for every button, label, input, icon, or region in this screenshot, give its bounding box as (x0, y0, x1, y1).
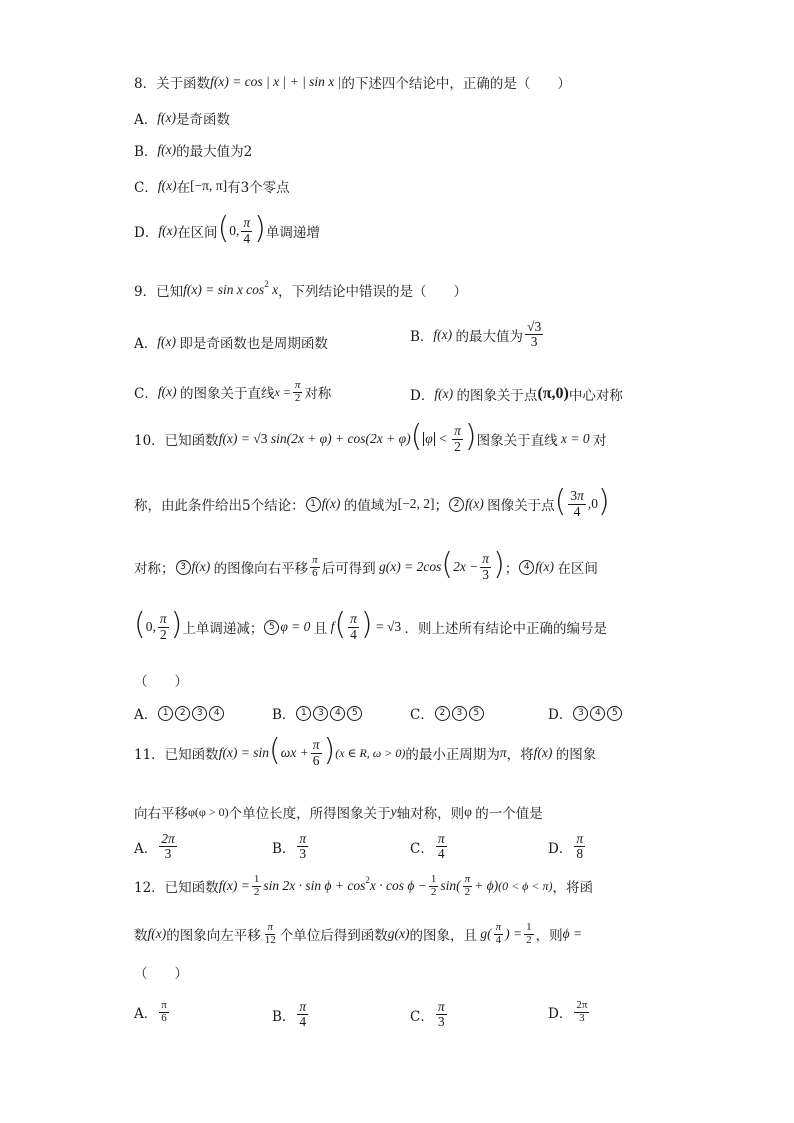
q8-option-a-text: 是奇函数 (175, 112, 230, 128)
q10-line3-text2: 的图像向右平移 (213, 561, 309, 577)
q10-line3 (134, 547, 598, 582)
q12-stem-half1: $\frac{1}{2}$ (253, 873, 260, 898)
q10-line3-text3: 后可得到 (321, 561, 376, 577)
q10-option-a-n3: 3 (192, 706, 207, 721)
q9-option-b-label: B． (410, 328, 434, 345)
q10-paren (134, 670, 188, 690)
q10-line3-func1: f(x) (191, 559, 214, 574)
q10-line3-text4: ； (504, 561, 519, 577)
q8-option-b-text: 的最大值为2 (176, 144, 253, 160)
q12-line2-text3: 个单位后得到函数 (279, 928, 388, 945)
q9-option-c-text2: 对称 (304, 386, 332, 403)
q11-stem-open-paren: ( (269, 733, 281, 768)
q10-line4-text2: 且 (313, 621, 328, 637)
q11-option-a-label: A． (134, 840, 158, 857)
q11-line2 (134, 802, 543, 822)
q12-option-c (410, 1000, 449, 1029)
q8-option-a-math: f(x) (157, 110, 176, 125)
q10-line4-close-paren: ) (170, 607, 183, 642)
q9-option-a (134, 332, 328, 352)
q10-option-c-n2: 3 (452, 706, 467, 721)
q10-stem-line: x = 0 (557, 431, 593, 446)
q10-line4-open-paren: ( (134, 607, 146, 642)
q10-line4-fraction: $\frac{\pi}{2}$ (159, 611, 167, 642)
q12-stem-sin: sin( (440, 878, 461, 894)
q10-line2-range: [−2, 2] (397, 496, 435, 511)
q10-circled-5: 5 (264, 620, 279, 635)
q10-stem-lt: < (435, 431, 451, 446)
q12-line2-half: $\frac{1}{2}$ (526, 921, 532, 946)
q11-stem-text2: ，将 (506, 747, 534, 763)
q10-option-b-n4: 5 (347, 706, 362, 721)
q10-line2-text2: 的值域为 (343, 498, 398, 514)
q10-stem-expr: sin(2x + φ) + cos(2x + φ) (267, 431, 411, 446)
q12-line2-text1: 数 (134, 928, 148, 945)
q10-circled-1: 1 (306, 497, 321, 512)
q10-option-d-n2: 4 (590, 706, 605, 721)
q12-stem-expr2: x · cos ϕ − (369, 878, 427, 894)
q10-line3-arg: 2x − (453, 559, 479, 574)
q8-option-d-text: 单调递增 (265, 225, 320, 241)
q10-line4-text1: 上单调递减； (182, 621, 264, 637)
q10-line2-text3: ； (434, 498, 449, 514)
q9-stem-exponent: 2 (264, 279, 269, 289)
q9-option-b-text: 的最大值为 (455, 328, 524, 345)
q9-option-d-label: D． (410, 388, 435, 404)
q12-option-b-fraction: $\frac{\pi}{4}$ (299, 999, 307, 1030)
q12-line2-text4: 的图象，且 (409, 928, 477, 945)
q11-line2-phi: φ (464, 804, 476, 819)
q11-option-d-fraction: $\frac{\pi}{8}$ (576, 831, 584, 862)
q9-option-c-func: f(x) (157, 384, 180, 400)
q10-option-d-n3: 5 (607, 706, 622, 721)
q12-stem-cond: (0 < ϕ < π) (498, 878, 553, 893)
q10-line3-shift: $\frac{\pi}{6}$ (312, 553, 318, 579)
q9-stem-prefix: 9．已知 (134, 284, 184, 300)
q8-option-a (134, 108, 230, 128)
q12-line2-text2: 的图象向左平移 (166, 928, 261, 945)
q10-line3-open-paren: ( (441, 547, 454, 582)
q8-option-d-math: f(x) (158, 223, 178, 238)
q10-line3-text5: 在区间 (557, 561, 598, 577)
q12-stem-expr1: sin 2x · sin ϕ + cos (263, 878, 366, 894)
q10-line4-f: f (327, 619, 335, 634)
q8-option-d-open-paren: ( (217, 211, 230, 246)
q11-line2-text1: 向右平移 (134, 806, 188, 822)
q12-line2-eq: ) = (505, 926, 523, 942)
q8-stem-prefix: 8．关于函数 (134, 76, 211, 92)
q10-option-b-label: B． (272, 707, 296, 723)
q11-option-c (410, 832, 449, 861)
q10-option-c-label: C． (410, 707, 434, 723)
q10-option-c (410, 703, 485, 723)
q12-option-b (272, 1000, 310, 1029)
q10-line4-value: = √3 (372, 619, 405, 634)
q9-option-b-value: $\frac{√3}{3}$ (527, 319, 542, 350)
q8-option-c-interval: [−π, π] (190, 178, 228, 193)
q10-stem-sqrt3: √3 (253, 431, 268, 446)
q9-option-c-text: 的图象关于直线 (179, 386, 275, 403)
q10-option-a-label: A． (134, 707, 158, 723)
q10-line2-func1: f(x) (321, 496, 344, 511)
q11-stem-cond: (x ∈ R, ω > 0) (335, 745, 406, 760)
q9-option-d-text2: 中心对称 (568, 388, 623, 404)
q10-line4-open-paren2: ( (334, 607, 347, 642)
q10-line3-g: g(x) = 2cos (375, 559, 442, 574)
q11-stem-pi: π (499, 745, 507, 760)
q8-option-c (134, 176, 290, 196)
q10-line4-phi: φ = 0 (280, 619, 314, 634)
q12-line2 (134, 922, 582, 946)
q11-stem-func2: f(x) (533, 745, 556, 760)
q10-stem-abs-right (434, 432, 435, 446)
q8-stem (134, 72, 571, 92)
q12-option-b-label: B． (272, 1008, 296, 1025)
q10-circled-2: 2 (449, 497, 464, 512)
q9-stem (134, 280, 467, 300)
q11-option-a (134, 832, 179, 861)
q8-option-d-zero: 0, (229, 223, 240, 238)
q12-stem-exp: 2 (365, 875, 370, 886)
q9-stem-suffix: ，下列结论中错误的是（ ） (278, 284, 468, 300)
q10-stem-prefix: 10．已知函数 (134, 433, 219, 449)
q12-option-d-label: D． (548, 1006, 573, 1023)
q8-stem-suffix: 的下述四个结论中，正确的是（ ） (341, 76, 571, 92)
q8-option-a-label: A． (134, 112, 158, 128)
q11-option-b-label: B． (272, 840, 296, 857)
q10-line3-close-paren: ) (493, 547, 505, 582)
q12-option-a (134, 1000, 171, 1024)
q8-option-d-label: D． (134, 225, 159, 241)
q11-option-c-label: C． (410, 840, 434, 857)
q10-option-a-n1: 1 (158, 706, 173, 721)
q9-stem-var: x (268, 282, 279, 297)
q9-option-a-text: 即是奇函数也是周期函数 (179, 336, 328, 352)
q9-option-b-func: f(x) (433, 326, 456, 342)
q8-option-c-text: 有3个零点 (227, 180, 290, 196)
q9-option-d-point: (π,0) (537, 385, 569, 402)
q10-line3-func2: f(x) (535, 559, 558, 574)
q12-stem (134, 874, 593, 898)
q10-stem-text1: 图象关于直线 (476, 433, 558, 449)
q10-line2-close-paren: ) (598, 484, 610, 519)
q8-option-c-label: C． (134, 180, 158, 196)
q10-paren-text: （ ） (134, 674, 188, 690)
q8-stem-func: f(x) = cos | x | + | sin x | (210, 74, 342, 89)
q12-stem-phi: + ϕ) (474, 878, 499, 894)
q8-option-b (134, 140, 252, 160)
q9-option-d-func: f(x) (434, 386, 457, 401)
q10-line4 (134, 607, 608, 642)
q9-option-d-text: 的图象关于点 (456, 388, 538, 404)
q10-option-b-n2: 3 (313, 706, 328, 721)
q8-option-c-text-pre: 在 (176, 180, 191, 196)
q10-line4-fraction2: $\frac{\pi}{4}$ (350, 611, 357, 642)
q9-option-c-line: x = (274, 384, 291, 399)
q12-option-c-fraction: $\frac{\pi}{3}$ (437, 999, 445, 1030)
q10-stem (134, 419, 607, 454)
q11-line2-text2: 个单位长度，所得图象关于 (228, 806, 391, 822)
q8-option-c-math: f(x) (157, 178, 177, 193)
q10-line3-fraction: $\frac{\pi}{3}$ (482, 551, 490, 582)
q11-stem-prefix: 11．已知函数 (134, 747, 219, 763)
q11-stem-text1: 的最小正周期为 (405, 747, 500, 763)
q10-option-a-n2: 2 (175, 706, 190, 721)
q11-stem-fraction: $\frac{\pi}{6}$ (312, 737, 320, 768)
q10-option-b (272, 703, 363, 723)
q10-stem-fraction: $\frac{\pi}{2}$ (454, 423, 461, 454)
q12-line2-g: g(x) (387, 926, 410, 942)
q10-line2-text1: 称，由此条件给出5个结论： (134, 498, 305, 514)
q11-option-c-fraction: $\frac{\pi}{4}$ (437, 831, 445, 862)
q12-line2-shift: $\frac{\pi}{12}$ (264, 921, 276, 946)
q10-option-d-n1: 3 (573, 706, 588, 721)
q10-stem-abs-left (423, 432, 424, 446)
q12-line2-text5: ，则 (535, 928, 563, 945)
q11-stem-func: f(x) = sin (218, 745, 270, 760)
q10-option-d (548, 703, 623, 723)
q11-line2-text4: 的一个值是 (475, 806, 543, 822)
q8-option-d-fraction: $\frac{\pi}{4}$ (243, 215, 251, 246)
q12-line2-phi: ϕ = (562, 926, 583, 942)
q11-stem-text3: 的图象 (555, 747, 597, 763)
q11-option-d-label: D． (548, 840, 573, 857)
q12-option-d-fraction: $\frac{2\pi}{3}$ (576, 999, 588, 1024)
q8-option-d-close-paren: ) (254, 211, 266, 246)
q11-line2-text3: 轴对称，则 (396, 806, 465, 822)
q10-line4-close-paren2: ) (360, 607, 373, 642)
q10-option-c-n1: 2 (435, 706, 450, 721)
q11-stem-close-paren: ) (323, 733, 336, 768)
q10-option-c-n3: 5 (469, 706, 484, 721)
q11-line2-axis: y (390, 804, 397, 819)
q10-stem-func: f(x) = (218, 431, 254, 446)
q10-option-a (134, 703, 225, 723)
q11-stem-arg: ωx + (280, 745, 309, 760)
q9-option-c-fraction: $\frac{\pi}{2}$ (294, 379, 301, 404)
q12-option-a-label: A． (134, 1006, 158, 1023)
q12-option-d (548, 1000, 591, 1024)
q11-option-b-fraction: $\frac{\pi}{3}$ (299, 831, 307, 862)
q11-option-d (548, 832, 587, 861)
q10-option-b-n1: 1 (296, 706, 311, 721)
q11-line2-cond: φ(φ > 0) (188, 804, 229, 819)
q12-line2-g2: g( (476, 926, 492, 942)
q10-option-a-n4: 4 (209, 706, 224, 721)
q8-option-d (134, 211, 320, 246)
q9-stem-func: f(x) = sin x cos (183, 282, 265, 297)
q12-line2-f: f(x) (147, 926, 167, 942)
q10-line4-zero: 0, (145, 619, 156, 634)
q12-paren-text: （ ） (134, 966, 188, 982)
q10-stem-text2: 对 (592, 433, 607, 449)
q10-line4-text3: ．则上述所有结论中正确的编号是 (404, 621, 608, 637)
q10-line2-fraction: $\frac{3\pi}{4}$ (570, 488, 584, 519)
q12-paren (134, 962, 188, 982)
q10-circled-4: 4 (519, 560, 534, 575)
q9-option-d (410, 384, 623, 404)
q10-line2-open-paren: ( (554, 484, 567, 519)
q12-stem-half2: $\frac{1}{2}$ (430, 873, 437, 898)
q9-option-c-label: C． (134, 386, 158, 403)
q9-option-c (134, 380, 331, 404)
q11-option-b (272, 832, 310, 861)
q12-stem-prefix: 12．已知函数 (134, 880, 219, 897)
q8-option-d-text-pre: 在区间 (177, 225, 218, 241)
q9-option-a-func: f(x) (157, 334, 180, 349)
q12-stem-func: f(x) = (218, 878, 250, 894)
q10-stem-open-paren: ( (410, 419, 423, 454)
q12-option-a-fraction: $\frac{\pi}{6}$ (161, 999, 167, 1024)
q10-line2 (134, 484, 610, 519)
q10-line2-zero: ,0 (587, 496, 599, 511)
q12-option-c-label: C． (410, 1008, 434, 1025)
q8-option-b-label: B． (134, 144, 158, 160)
q10-stem-phi: φ (425, 431, 433, 446)
q10-line3-text1: 对称； (134, 561, 175, 577)
q9-option-b (410, 320, 545, 349)
q12-stem-text1: ，将函 (552, 880, 593, 897)
q10-circled-3: 3 (176, 560, 191, 575)
q12-line2-pi4: $\frac{\pi}{4}$ (495, 921, 502, 946)
q10-option-b-n3: 4 (330, 706, 345, 721)
q10-line2-func2: f(x) (465, 496, 488, 511)
q9-option-a-label: A． (134, 336, 158, 352)
q11-stem (134, 733, 597, 768)
q10-line2-text4: 图像关于点 (487, 498, 555, 514)
q8-option-b-math: f(x) (157, 142, 177, 157)
q10-stem-close-paren: ) (464, 419, 477, 454)
q10-option-d-label: D． (548, 707, 573, 723)
q11-option-a-fraction: $\frac{2\pi}{3}$ (161, 831, 175, 862)
q12-stem-pi2: $\frac{\pi}{2}$ (464, 873, 471, 898)
